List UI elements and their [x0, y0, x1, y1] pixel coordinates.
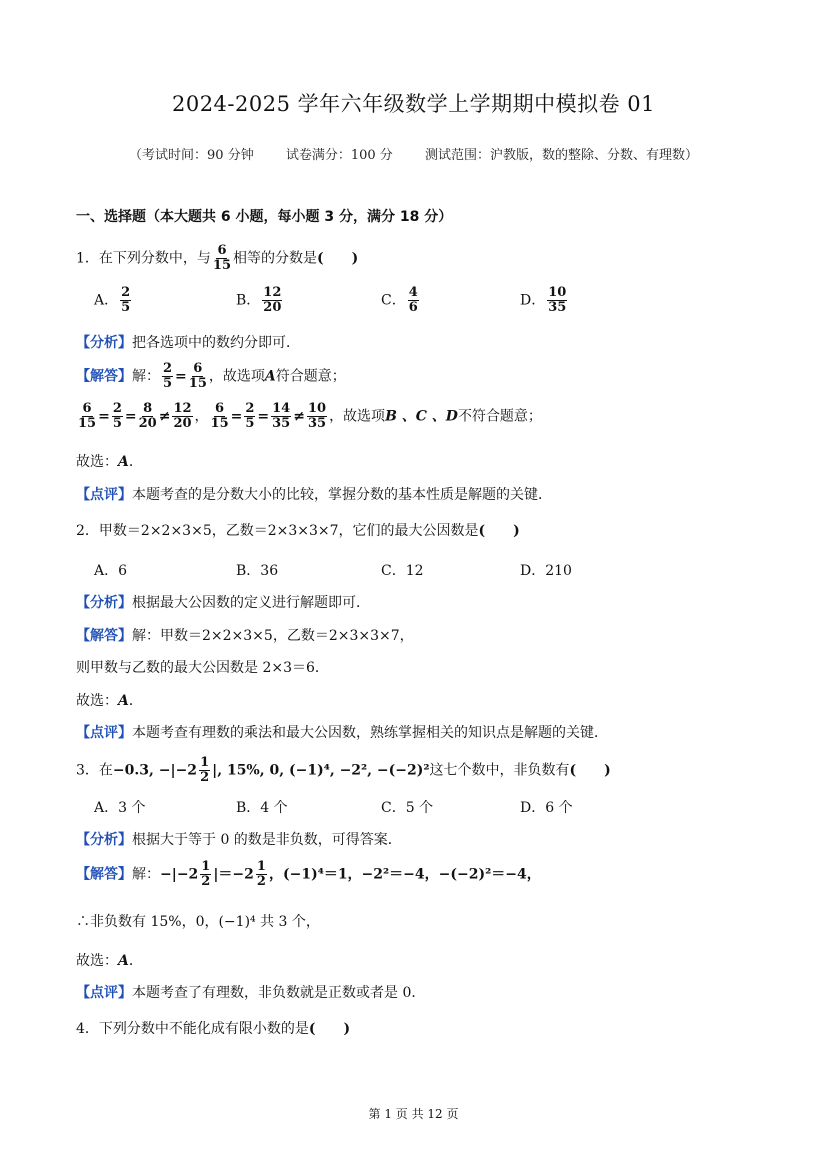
q2-option-d: D．210 — [520, 563, 572, 579]
exam-scope: 测试范围：沪教版，数的整除、分数、有理数） — [424, 148, 698, 163]
q1-answer-line2: $\frac{6}{15}$ = $\frac{2}{5}$ = $\frac{8}{20}$ ≠ $\frac{12}{20}$ ， $\frac{6}{15}$ = $\frac{2}{5}$ = $\frac{14}{35}$ ≠ $\frac{10}{35}$ ，故选项B 、C 、D不符合题意； — [78, 401, 542, 431]
q1-answer: 【解答】解： $\frac{2}{5}$ = $\frac{6}{15}$ ，故选项A符合题意； — [76, 361, 346, 391]
q3-option-a: A．3 个 — [94, 800, 146, 816]
q2-comment: 【点评】本题考查有理数的乘法和最大公因数，熟练掌握相关的知识点是解题的关键． — [76, 725, 608, 741]
q1-comment: 【点评】本题考查的是分数大小的比较，掌握分数的基本性质是解题的关键． — [76, 487, 552, 503]
q2-then: 则甲数与乙数的最大公因数是 2×3＝6． — [76, 660, 329, 676]
q2-option-a: A．6 — [94, 563, 128, 579]
q3-option-d: D．6 个 — [520, 800, 573, 816]
q3-option-c: C．5 个 — [381, 800, 434, 816]
q3-option-b: B．4 个 — [236, 800, 288, 816]
question-3-stem: 3．在−0.3, −|−2 $\frac{1}{2}$ |, 15%, 0, (−1)⁴, −2², −(−2)²这七个数中，非负数有( ) — [76, 755, 611, 785]
fraction: $\frac{6}{15}$ — [212, 243, 232, 273]
exam-time: （考试时间：90 分钟 — [129, 148, 254, 163]
q1-option-d: D． $\frac{10}{35}$ — [520, 285, 567, 315]
q1-analysis: 【分析】把各选项中的数约分即可． — [76, 335, 300, 351]
q2-option-c: C．12 — [381, 563, 424, 579]
q3-therefore: ∴非负数有 15%，0，(−1)⁴ 共 3 个， — [76, 914, 320, 930]
q2-choose: 故选：A． — [76, 693, 143, 709]
question-1-stem: 1．在下列分数中，与 $\frac{6}{15}$ 相等的分数是( ) — [76, 243, 359, 273]
q3-analysis: 【分析】根据大于等于 0 的数是非负数，可得答案． — [76, 832, 402, 848]
question-4-stem: 4．下列分数中不能化成有限小数的是( ) — [76, 1021, 351, 1037]
page-title: 2024-2025 学年六年级数学上学期期中模拟卷 01 — [171, 92, 656, 116]
q1-option-b: B． $\frac{12}{20}$ — [236, 285, 282, 315]
q3-comment: 【点评】本题考查了有理数，非负数就是正数或者是 0． — [76, 985, 426, 1001]
q1-choose: 故选：A． — [76, 454, 143, 470]
page-footer: 第 1 页 共 12 页 — [368, 1107, 459, 1121]
question-2-stem: 2．甲数＝2×2×3×5，乙数＝2×3×3×7，它们的最大公因数是( ) — [76, 523, 520, 539]
exam-info — [0, 144, 827, 163]
q2-analysis: 【分析】根据最大公因数的定义进行解题即可． — [76, 595, 370, 611]
q2-option-b: B．36 — [236, 563, 279, 579]
q1-option-c: C． $\frac{4}{6}$ — [381, 285, 418, 315]
q3-choose: 故选：A． — [76, 953, 143, 969]
q2-answer: 【解答】解：甲数＝2×2×3×5，乙数＝2×3×3×7， — [76, 628, 414, 644]
q1-option-a: A． $\frac{2}{5}$ — [94, 285, 131, 315]
exam-score: 试卷满分：100 分 — [285, 148, 393, 163]
section-heading: 一、选择题（本大题共 6 小题，每小题 3 分，满分 18 分） — [76, 209, 453, 225]
q3-answer: 【解答】解：−|−2 $\frac{1}{2}$ |＝−2 $\frac{1}{2}$ ，(−1)⁴＝1，−2²＝−4，−(−2)²＝−4， — [76, 859, 541, 889]
